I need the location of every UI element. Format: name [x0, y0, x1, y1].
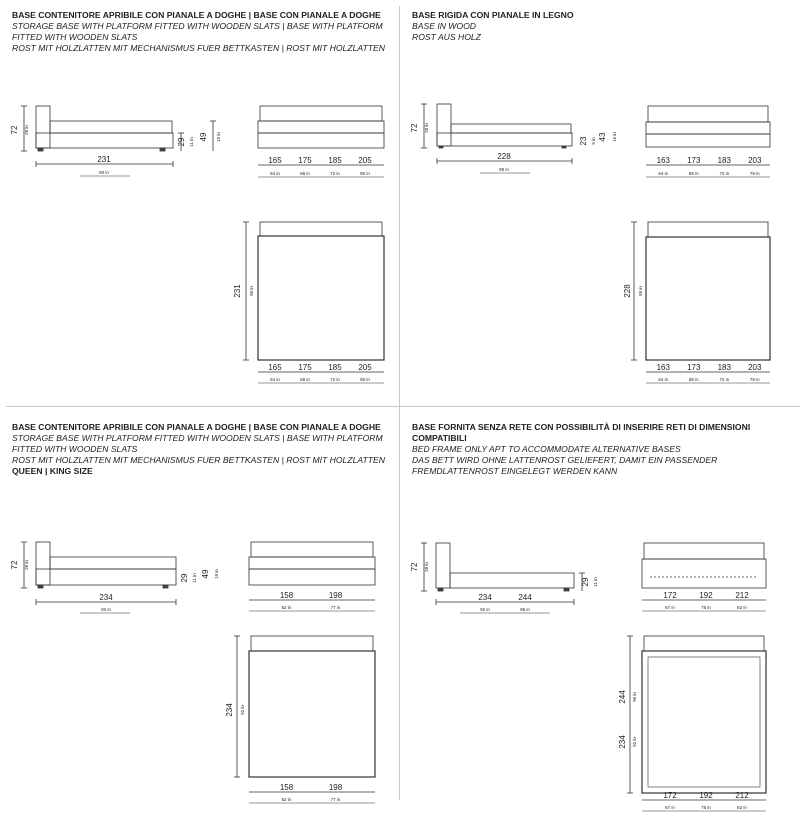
- width-inch-label: 83 in: [737, 605, 747, 610]
- width-label: 175: [298, 156, 312, 165]
- side-view: [21, 542, 176, 613]
- plan-length-inch-label: 92 in: [240, 705, 245, 715]
- width-label: 192: [699, 791, 713, 800]
- front-width-labels: [663, 591, 749, 610]
- height-inch-label: 28 in: [24, 560, 29, 570]
- width-label: 205: [358, 363, 372, 372]
- width-inch-label: 67 in: [665, 605, 675, 610]
- base-height-inch-label: 11 in: [593, 577, 598, 587]
- total-height-label: 43: [598, 132, 607, 142]
- plan-view: [627, 636, 766, 811]
- width-label: 185: [328, 156, 342, 165]
- width-inch-label: 80 in: [360, 171, 370, 176]
- length-label-2: 244: [518, 593, 532, 602]
- width-inch-label: 83 in: [737, 805, 747, 810]
- width-inch-label: 64 in: [270, 377, 280, 382]
- title-de: ROST MIT HOLZLATTEN MIT MECHANISMUS FUER BETTKASTEN | ROST MIT HOLZLATTEN: [12, 455, 385, 465]
- base-height-inch-label: 11 in: [192, 573, 197, 583]
- base-height-label: 29: [177, 137, 186, 147]
- title-it: BASE RIGIDA CON PIANALE IN LEGNO: [412, 10, 574, 20]
- length-inch-label: 90 in: [99, 170, 109, 175]
- title-it: BASE CONTENITORE APRIBILE CON PIANALE A DOGHE | BASE CON PIANALE A DOGHE: [12, 422, 381, 432]
- height-inch-label: 28 in: [24, 125, 29, 135]
- front-width-labels: [280, 591, 343, 610]
- width-inch-label: 72 in: [719, 377, 730, 382]
- width-label: 158: [279, 591, 294, 600]
- plan-view: [631, 222, 770, 383]
- plan-view: [234, 636, 375, 803]
- length-inch-label-2: 96 in: [520, 607, 530, 612]
- technical-drawings: [400, 0, 806, 412]
- base-height-label: 29: [581, 577, 590, 587]
- height-label: 72: [10, 560, 19, 570]
- technical-drawings: [0, 0, 400, 412]
- title-de: ROST MIT HOLZLATTEN MIT MECHANISMUS FUER BETTKASTEN | ROST MIT HOLZLATTEN: [12, 43, 385, 53]
- width-label: 183: [717, 363, 731, 372]
- width-inch-label: 68 in: [688, 171, 699, 176]
- height-label: 72: [410, 562, 419, 572]
- width-label: 212: [735, 791, 749, 800]
- plan-length-label: 234: [225, 703, 234, 717]
- technical-drawings: [0, 412, 400, 831]
- width-label: 205: [358, 156, 372, 165]
- plan-width-labels: [663, 791, 749, 810]
- width-label: 212: [735, 591, 749, 600]
- height-label: 72: [10, 125, 19, 135]
- plan-width-labels: [268, 363, 372, 382]
- size-label: QUEEN | KING SIZE: [12, 466, 93, 476]
- width-label: 183: [717, 156, 731, 165]
- side-view: [421, 104, 572, 173]
- width-inch-label: 62 in: [281, 797, 292, 802]
- width-label: 185: [328, 363, 342, 372]
- width-label: 173: [687, 363, 701, 372]
- title-en: STORAGE BASE WITH PLATFORM FITTED WITH WOODEN SLATS | BASE WITH PLATFORM FITTED WITH WOODEN SLATS: [12, 21, 383, 42]
- width-label: 165: [268, 363, 282, 372]
- width-inch-label: 75 in: [701, 805, 711, 810]
- width-label: 203: [748, 363, 762, 372]
- width-inch-label: 77 in: [330, 797, 341, 802]
- height-inch-label: 28 in: [424, 562, 429, 572]
- length-label: 234: [99, 593, 113, 602]
- width-label: 175: [298, 363, 312, 372]
- width-label: 172: [663, 791, 677, 800]
- width-label: 163: [656, 363, 670, 372]
- plan-length-label: 231: [233, 284, 242, 298]
- plan-length-inch-label: 90 in: [249, 286, 254, 296]
- total-height-inch-label: 19 in: [216, 132, 221, 142]
- width-inch-label: 80 in: [360, 377, 370, 382]
- side-dimensions: [410, 562, 598, 612]
- title-en: BASE IN WOOD: [412, 21, 476, 31]
- width-label: 198: [328, 591, 343, 600]
- panel-frame-only: [400, 412, 806, 831]
- front-view: [642, 543, 766, 611]
- front-view: [258, 106, 384, 177]
- plan-dimensions: [623, 284, 643, 298]
- title-en: BED FRAME ONLY APT TO ACCOMMODATE ALTERNATIVE BASES: [412, 444, 681, 454]
- width-inch-label: 77 in: [330, 605, 341, 610]
- title-de: ROST AUS HOLZ: [412, 32, 481, 42]
- width-label: 165: [268, 156, 282, 165]
- plan-length-label-1: 244: [618, 690, 627, 704]
- side-view: [421, 543, 585, 613]
- plan-dimensions: [225, 703, 245, 717]
- width-inch-label: 79 in: [749, 377, 760, 382]
- panel-rigid-base: [400, 0, 806, 412]
- length-label: 228: [497, 152, 511, 161]
- width-inch-label: 62 in: [281, 605, 292, 610]
- title-it: BASE FORNITA SENZA RETE CON POSSIBILITÀ DI INSERIRE RETI DI DIMENSIONI COMPATIBILI: [412, 422, 751, 443]
- base-height-label: 23: [579, 136, 588, 146]
- width-inch-label: 75 in: [701, 605, 711, 610]
- width-inch-label: 68 in: [300, 171, 310, 176]
- length-label: 231: [97, 155, 111, 164]
- panel-storage-base-queen-king: [0, 412, 400, 831]
- plan-length-label: 228: [623, 284, 632, 298]
- height-label: 72: [410, 123, 419, 133]
- plan-width-labels: [280, 783, 343, 802]
- plan-length-inch-label-2: 92 in: [632, 737, 637, 747]
- width-inch-label: 68 in: [300, 377, 310, 382]
- width-label: 163: [656, 156, 670, 165]
- plan-dimensions: [618, 690, 637, 749]
- plan-length-label-2: 234: [618, 735, 627, 749]
- width-inch-label: 64 in: [270, 171, 280, 176]
- base-height-label: 29: [180, 573, 189, 583]
- width-inch-label: 72 in: [330, 377, 340, 382]
- total-height-inch-label: 16 in: [612, 132, 617, 142]
- plan-dimensions: [233, 284, 254, 298]
- width-inch-label: 64 in: [658, 171, 669, 176]
- technical-drawings: [400, 412, 806, 831]
- front-width-labels: [657, 156, 762, 176]
- title-de: DAS BETT WIRD OHNE LATTENROST GELIEFERT, DAMIT EIN PASSENDER FREMDLATTENROST EINGELEGT WERDEN KANN: [412, 455, 718, 476]
- front-view: [646, 106, 770, 177]
- plan-width-labels: [657, 363, 762, 382]
- length-inch-label: 92 in: [101, 607, 111, 612]
- width-inch-label: 68 in: [688, 377, 699, 382]
- length-inch-label-1: 92 in: [480, 607, 490, 612]
- base-height-inch-label: 9 in: [591, 137, 596, 145]
- width-label: 172: [663, 591, 677, 600]
- width-label: 198: [328, 783, 343, 792]
- width-inch-label: 67 in: [665, 805, 675, 810]
- width-label: 173: [687, 156, 701, 165]
- width-label: 192: [699, 591, 713, 600]
- width-inch-label: 64 in: [658, 377, 669, 382]
- total-height-inch-label: 19 in: [214, 569, 219, 579]
- title-it: BASE CONTENITORE APRIBILE CON PIANALE A DOGHE | BASE CON PIANALE A DOGHE: [12, 10, 381, 20]
- plan-length-inch-label: 89 in: [638, 286, 643, 296]
- plan-length-inch-label-1: 96 in: [632, 692, 637, 702]
- panel-storage-base: [0, 0, 400, 412]
- title-en: STORAGE BASE WITH PLATFORM FITTED WITH WOODEN SLATS | BASE WITH PLATFORM FITTED WITH WOODEN SLATS: [12, 433, 383, 454]
- width-label: 158: [279, 783, 294, 792]
- length-label-1: 234: [478, 593, 492, 602]
- height-inch-label: 28 in: [424, 123, 429, 133]
- front-width-labels: [268, 156, 372, 176]
- length-inch-label: 89 in: [499, 167, 509, 172]
- front-view: [249, 542, 375, 611]
- width-inch-label: 72 in: [330, 171, 340, 176]
- width-label: 203: [748, 156, 762, 165]
- width-inch-label: 72 in: [719, 171, 730, 176]
- base-height-inch-label: 11 in: [189, 137, 194, 147]
- total-height-label: 49: [199, 132, 208, 142]
- width-inch-label: 79 in: [749, 171, 760, 176]
- total-height-label: 49: [201, 569, 210, 579]
- side-view: [21, 106, 216, 176]
- plan-view: [243, 222, 384, 383]
